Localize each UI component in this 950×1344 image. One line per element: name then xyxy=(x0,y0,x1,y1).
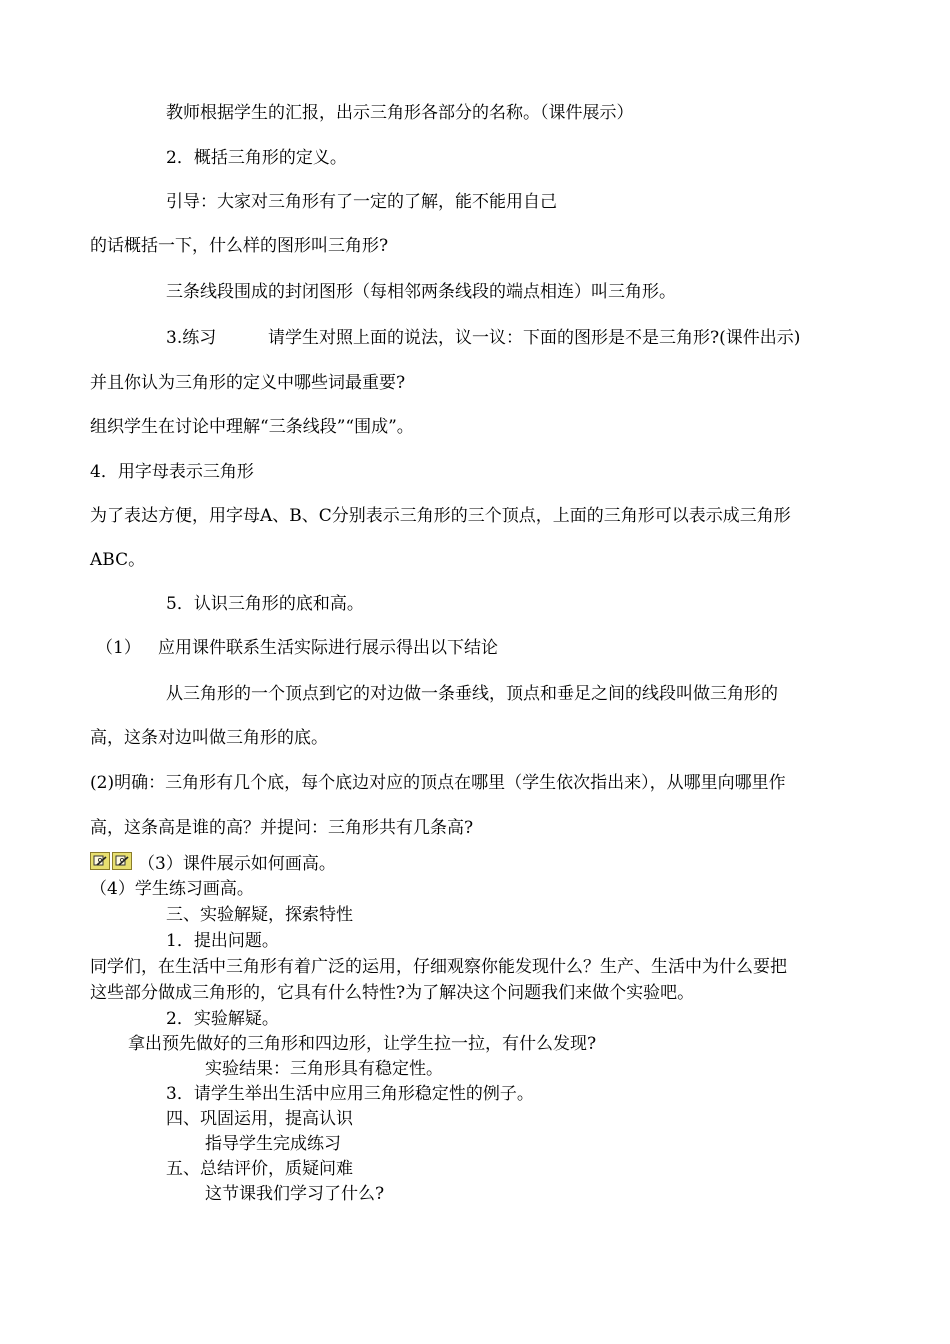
text-line: 组织学生在讨论中理解“三条线段”“围成”。 xyxy=(90,417,414,437)
section-heading: 4．用字母表示三角形 xyxy=(90,462,254,482)
section-heading: 三、实验解疑，探索特性 xyxy=(166,905,353,925)
text-line: (2)明确：三角形有几个底，每个底边对应的顶点在哪里（学生依次指出来），从哪里向哪里作 xyxy=(90,773,786,793)
text-line: （3）课件展示如何画高。 xyxy=(138,854,336,874)
text-line: 2．实验解疑。 xyxy=(166,1009,279,1029)
text-line: 高，这条对边叫做三角形的底。 xyxy=(90,728,328,748)
text-line: 请学生对照上面的说法，议一议：下面的图形是不是三角形?(课件出示) xyxy=(268,328,801,348)
text-line: 这节课我们学习了什么? xyxy=(205,1184,385,1204)
text-line: 应用课件联系生活实际进行展示得出以下结论 xyxy=(158,638,498,658)
text-line: 并且你认为三角形的定义中哪些词最重要? xyxy=(90,373,406,393)
list-marker: （1） xyxy=(96,638,141,658)
text-line: ABC。 xyxy=(90,550,146,570)
text-line: 拿出预先做好的三角形和四边形，让学生拉一拉，有什么发现? xyxy=(128,1034,597,1054)
text-line: 指导学生完成练习 xyxy=(205,1134,341,1154)
section-heading: 5．认识三角形的底和高。 xyxy=(166,594,364,614)
section-heading: 五、总结评价，质疑问难 xyxy=(166,1159,353,1179)
text-line: 3.练习 xyxy=(166,328,217,348)
text-line: 这些部分做成三角形的，它具有什么特性?为了解决这个问题我们来做个实验吧。 xyxy=(90,983,695,1003)
edit-note-icon xyxy=(90,852,110,870)
icon-group xyxy=(90,852,132,870)
text-line: 1．提出问题。 xyxy=(166,931,279,951)
text-line: 同学们，在生活中三角形有着广泛的运用，仔细观察你能发现什么？生产、生活中为什么要把 xyxy=(90,957,787,977)
text-line: （4）学生练习画高。 xyxy=(90,879,254,899)
text-line: 教师根据学生的汇报，出示三角形各部分的名称。（课件展示） xyxy=(166,103,634,123)
text-line: 实验结果：三角形具有稳定性。 xyxy=(205,1059,443,1079)
text-line: 为了表达方便，用字母A、B、C分别表示三角形的三个顶点，上面的三角形可以表示成三角形 xyxy=(90,506,791,526)
text-line: 高，这条高是谁的高？并提问：三角形共有几条高? xyxy=(90,818,474,838)
text-line: 从三角形的一个顶点到它的对边做一条垂线，顶点和垂足之间的线段叫做三角形的 xyxy=(166,684,778,704)
text-line: 2．概括三角形的定义。 xyxy=(166,148,347,168)
edit-note-icon xyxy=(112,852,132,870)
text-line: 3．请学生举出生活中应用三角形稳定性的例子。 xyxy=(166,1084,534,1104)
text-line: 的话概括一下，什么样的图形叫三角形? xyxy=(90,236,389,256)
text-line: 三条线段围成的封闭图形（每相邻两条线段的端点相连）叫三角形。 xyxy=(166,282,676,302)
text-line: 引导：大家对三角形有了一定的了解，能不能用自己 xyxy=(166,192,557,212)
section-heading: 四、巩固运用，提高认识 xyxy=(166,1109,353,1129)
